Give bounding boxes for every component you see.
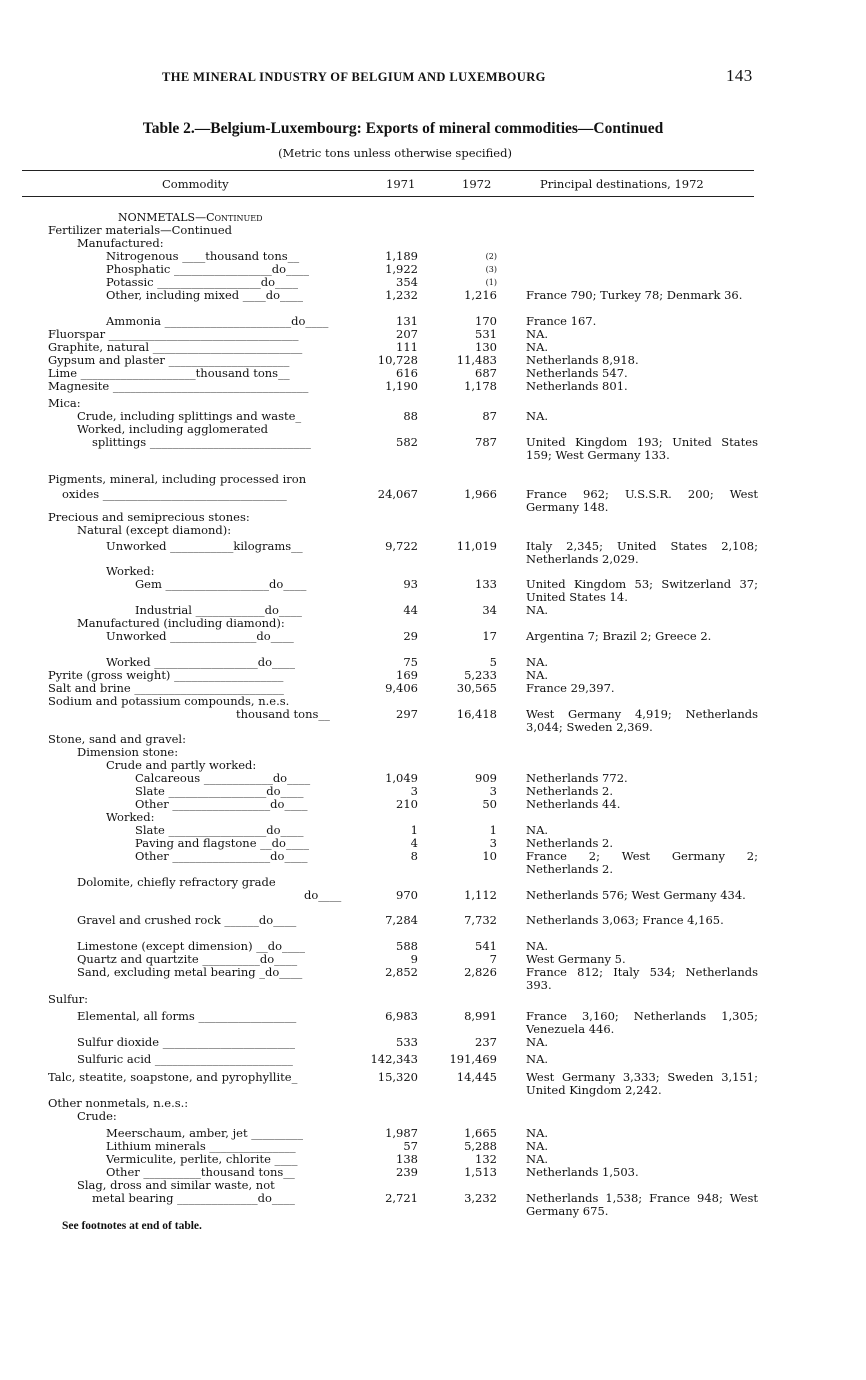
principal-destinations: France 790; Turkey 78; Denmark 36.	[526, 288, 743, 302]
commodity-label: Crude and partly worked:	[106, 758, 257, 772]
commodity-label: Potassic __________________do____	[106, 275, 299, 289]
principal-destinations: France 3,160; Netherlands 1,305; Venezuela 446.	[526, 1009, 758, 1036]
value-1972: 2,826	[464, 965, 497, 979]
value-1971: 1,190	[385, 379, 418, 393]
value-1971: 24,067	[377, 487, 418, 501]
commodity-label: Lithium minerals _______________	[106, 1139, 296, 1153]
value-1972: 170	[475, 314, 497, 328]
principal-destinations: Netherlands 1,503.	[526, 1165, 639, 1179]
commodity-label: oxides ________________________________	[62, 487, 287, 501]
principal-destinations: NA.	[526, 668, 549, 682]
commodity-label: Sulfuric acid ________________________	[77, 1052, 293, 1066]
principal-destinations: Netherlands 801.	[526, 379, 628, 393]
commodity-label: Worked:	[106, 810, 155, 824]
value-1971: 616	[396, 366, 418, 380]
value-1971: 297	[396, 707, 418, 721]
commodity-label: Worked __________________do____	[106, 655, 296, 669]
commodity-label: Calcareous ____________do____	[135, 771, 311, 785]
commodity-label: Nitrogenous ____thousand tons__	[106, 249, 300, 263]
value-1972: 1,112	[464, 888, 497, 902]
page-number: 143	[726, 66, 753, 85]
value-1972: (2)	[485, 252, 497, 261]
value-1971: 239	[396, 1165, 418, 1179]
value-1971: 2,721	[385, 1191, 418, 1205]
value-1972: 130	[475, 340, 497, 354]
value-1971: 210	[396, 797, 418, 811]
value-1971: 1,189	[385, 249, 418, 263]
value-1972: 8,991	[464, 1009, 497, 1023]
commodity-label: Crude, including splittings and waste_	[77, 409, 302, 423]
commodity-label: thousand tons__	[236, 707, 330, 721]
principal-destinations: France 167.	[526, 314, 597, 328]
value-1972: 909	[475, 771, 497, 785]
commodity-label: Graphite, natural __________________________	[48, 340, 303, 354]
value-1972: 50	[482, 797, 497, 811]
principal-destinations: Netherlands 8,918.	[526, 353, 639, 367]
value-1972: 3,232	[464, 1191, 497, 1205]
value-1971: 44	[403, 603, 418, 617]
value-1972: (1)	[485, 278, 497, 287]
commodity-label: Meerschaum, amber, jet _________	[106, 1126, 303, 1140]
value-1971: 10,728	[377, 353, 418, 367]
commodity-label: metal bearing ______________do____	[92, 1191, 295, 1205]
commodity-label: Natural (except diamond):	[77, 523, 232, 537]
commodity-label: Other _________________do____	[135, 797, 308, 811]
principal-destinations: West Germany 3,333; Sweden 3,151; United Kingdom 2,242.	[526, 1070, 758, 1097]
principal-destinations: Italy 2,345; United States 2,108; Netherlands 2,029.	[526, 539, 758, 566]
value-1971: 9	[410, 952, 418, 966]
principal-destinations: West Germany 4,919; Netherlands 3,044; Sweden 2,369.	[526, 707, 758, 734]
commodity-label: Mica:	[48, 396, 81, 410]
commodity-label: Pigments, mineral, including processed iron	[48, 472, 307, 486]
value-1971: 970	[396, 888, 418, 902]
value-1972: (3)	[485, 265, 497, 274]
value-1971: 6,983	[385, 1009, 418, 1023]
value-1972: 237	[475, 1035, 497, 1049]
value-1971: 1,987	[385, 1126, 418, 1140]
value-1971: 93	[403, 577, 418, 591]
commodity-label: Manufactured (including diamond):	[77, 616, 285, 630]
value-1972: 5,233	[464, 668, 497, 682]
commodity-label: Gypsum and plaster _____________________	[48, 353, 290, 367]
value-1972: 133	[475, 577, 497, 591]
value-1971: 29	[403, 629, 418, 643]
commodity-label: Elemental, all forms _________________	[77, 1009, 297, 1023]
commodity-label: Phosphatic _________________do____	[106, 262, 310, 276]
table-subtitle: (Metric tons unless otherwise specified)	[278, 146, 512, 160]
commodity-label: Fluorspar _________________________________	[48, 327, 299, 341]
commodity-label: Other __________thousand tons__	[106, 1165, 295, 1179]
commodity-label: Magnesite __________________________________	[48, 379, 309, 393]
principal-destinations: NA.	[526, 823, 549, 837]
value-1971: 9,722	[385, 539, 418, 553]
principal-destinations: West Germany 5.	[526, 952, 626, 966]
commodity-label: Unworked ___________kilograms__	[106, 539, 303, 553]
value-1972: 1,966	[464, 487, 497, 501]
commodity-label: Sand, excluding metal bearing _do____	[77, 965, 303, 979]
principal-destinations: Netherlands 2.	[526, 836, 614, 850]
principal-destinations: NA.	[526, 340, 549, 354]
value-1972: 3	[489, 836, 497, 850]
value-1972: 14,445	[456, 1070, 497, 1084]
commodity-label: Precious and semiprecious stones:	[48, 510, 250, 524]
header-1972: 1972	[462, 177, 492, 191]
value-1972: 7	[489, 952, 497, 966]
value-1971: 88	[403, 409, 418, 423]
principal-destinations: NA.	[526, 1139, 549, 1153]
table-title: Table 2.—Belgium-Luxembourg: Exports of mineral commodities—Continued	[142, 120, 664, 137]
commodity-label: Other nonmetals, n.e.s.:	[48, 1096, 189, 1110]
principal-destinations: NA.	[526, 1126, 549, 1140]
commodity-label: Pyrite (gross weight) ___________________	[48, 668, 284, 682]
value-1972: 5	[489, 655, 497, 669]
commodity-label: Sulfur:	[48, 992, 88, 1006]
value-1971: 1,232	[385, 288, 418, 302]
value-1972: 1,513	[464, 1165, 497, 1179]
value-1971: 8	[410, 849, 418, 863]
commodity-label: do____	[304, 888, 342, 902]
principal-destinations: Netherlands 576; West Germany 434.	[526, 888, 746, 902]
value-1972: 191,469	[449, 1052, 497, 1066]
principal-destinations: Netherlands 44.	[526, 797, 621, 811]
value-1971: 354	[396, 275, 418, 289]
value-1971: 169	[396, 668, 418, 682]
value-1972: 531	[475, 327, 497, 341]
commodity-label: Worked, including agglomerated	[77, 422, 269, 436]
footnote: See footnotes at end of table.	[62, 1220, 202, 1232]
value-1971: 57	[403, 1139, 418, 1153]
commodity-label: Manufactured:	[77, 236, 164, 250]
value-1971: 131	[396, 314, 418, 328]
principal-destinations: France 962; U.S.S.R. 200; West Germany 148.	[526, 487, 758, 514]
commodity-label: Ammonia ______________________do____	[106, 314, 329, 328]
commodity-label: Dimension stone:	[77, 745, 179, 759]
commodity-label: Quartz and quartzite __________do____	[77, 952, 298, 966]
value-1971: 1,922	[385, 262, 418, 276]
commodity-label: Gem __________________do____	[135, 577, 307, 591]
value-1972: 16,418	[456, 707, 497, 721]
commodity-label: Paving and flagstone __do____	[135, 836, 309, 850]
principal-destinations: NA.	[526, 1152, 549, 1166]
value-1971: 15,320	[377, 1070, 418, 1084]
commodity-label: Gravel and crushed rock ______do____	[77, 913, 297, 927]
commodity-label: Lime ____________________thousand tons__	[48, 366, 290, 380]
value-1972: 1,665	[464, 1126, 497, 1140]
commodity-label: Crude:	[77, 1109, 117, 1123]
principal-destinations: Netherlands 2.	[526, 784, 614, 798]
commodity-label: Limestone (except dimension) __do____	[77, 939, 305, 953]
value-1971: 75	[403, 655, 418, 669]
value-1971: 1	[410, 823, 418, 837]
value-1971: 138	[396, 1152, 418, 1166]
value-1971: 533	[396, 1035, 418, 1049]
principal-destinations: France 2; West Germany 2; Netherlands 2.	[526, 849, 758, 876]
commodity-label: Stone, sand and gravel:	[48, 732, 186, 746]
commodity-label: Other _________________do____	[135, 849, 308, 863]
commodity-label: Industrial ____________do____	[135, 603, 302, 617]
value-1971: 9,406	[385, 681, 418, 695]
commodity-label: Sulfur dioxide _______________________	[77, 1035, 295, 1049]
principal-destinations: Netherlands 772.	[526, 771, 628, 785]
value-1972: 17	[482, 629, 497, 643]
commodity-label: Fertilizer materials—Continued	[48, 223, 233, 237]
commodity-label: Talc, steatite, soapstone, and pyrophyllite_	[48, 1070, 298, 1084]
value-1972: 11,483	[456, 353, 497, 367]
principal-destinations: Netherlands 3,063; France 4,165.	[526, 913, 724, 927]
value-1972: 11,019	[456, 539, 497, 553]
value-1971: 142,343	[370, 1052, 418, 1066]
value-1971: 2,852	[385, 965, 418, 979]
commodity-label: Dolomite, chiefly refractory grade	[77, 875, 276, 889]
principal-destinations: NA.	[526, 655, 549, 669]
principal-destinations: NA.	[526, 1035, 549, 1049]
value-1972: 1,178	[464, 379, 497, 393]
principal-destinations: United Kingdom 53; Switzerland 37; United States 14.	[526, 577, 758, 604]
value-1971: 4	[410, 836, 418, 850]
value-1971: 111	[396, 340, 418, 354]
commodity-label: Slate _________________do____	[135, 784, 304, 798]
value-1972: 132	[475, 1152, 497, 1166]
value-1972: 3	[489, 784, 497, 798]
value-1971: 7,284	[385, 913, 418, 927]
value-1971: 1,049	[385, 771, 418, 785]
value-1972: 7,732	[464, 913, 497, 927]
principal-destinations: NA.	[526, 409, 549, 423]
value-1971: 588	[396, 939, 418, 953]
value-1972: 1	[489, 823, 497, 837]
value-1972: 787	[475, 435, 497, 449]
value-1972: 5,288	[464, 1139, 497, 1153]
value-1972: 687	[475, 366, 497, 380]
commodity-label: Vermiculite, perlite, chlorite ____	[106, 1152, 298, 1166]
principal-destinations: United Kingdom 193; United States 159; West Germany 133.	[526, 435, 758, 462]
commodity-label: Unworked _______________do____	[106, 629, 294, 643]
value-1972: 30,565	[456, 681, 497, 695]
value-1972: 34	[482, 603, 497, 617]
principal-destinations: France 812; Italy 534; Netherlands 393.	[526, 965, 758, 992]
value-1971: 3	[410, 784, 418, 798]
principal-destinations: Argentina 7; Brazil 2; Greece 2.	[526, 629, 712, 643]
commodity-label: NONMETALS—Continued	[118, 211, 263, 224]
commodity-label: Sodium and potassium compounds, n.e.s.	[48, 694, 290, 708]
principal-destinations: France 29,397.	[526, 681, 615, 695]
commodity-label: Worked:	[106, 564, 155, 578]
commodity-label: splittings ____________________________	[92, 435, 311, 449]
value-1972: 10	[482, 849, 497, 863]
principal-destinations: Netherlands 1,538; France 948; West Germany 675.	[526, 1191, 758, 1218]
principal-destinations: NA.	[526, 327, 549, 341]
principal-destinations: NA.	[526, 939, 549, 953]
principal-destinations: NA.	[526, 1052, 549, 1066]
commodity-label: Slag, dross and similar waste, not	[77, 1178, 275, 1192]
value-1971: 207	[396, 327, 418, 341]
value-1972: 1,216	[464, 288, 497, 302]
value-1972: 87	[482, 409, 497, 423]
value-1972: 541	[475, 939, 497, 953]
running-title: THE MINERAL INDUSTRY OF BELGIUM AND LUXEMBOURG	[162, 70, 546, 84]
header-destinations: Principal destinations, 1972	[540, 177, 704, 191]
principal-destinations: Netherlands 547.	[526, 366, 628, 380]
header-1971: 1971	[386, 177, 416, 191]
value-1971: 582	[396, 435, 418, 449]
principal-destinations: NA.	[526, 603, 549, 617]
header-commodity: Commodity	[162, 177, 229, 191]
commodity-label: Slate _________________do____	[135, 823, 304, 837]
commodity-label: Other, including mixed ____do____	[106, 288, 304, 302]
commodity-label: Salt and brine __________________________	[48, 681, 284, 695]
